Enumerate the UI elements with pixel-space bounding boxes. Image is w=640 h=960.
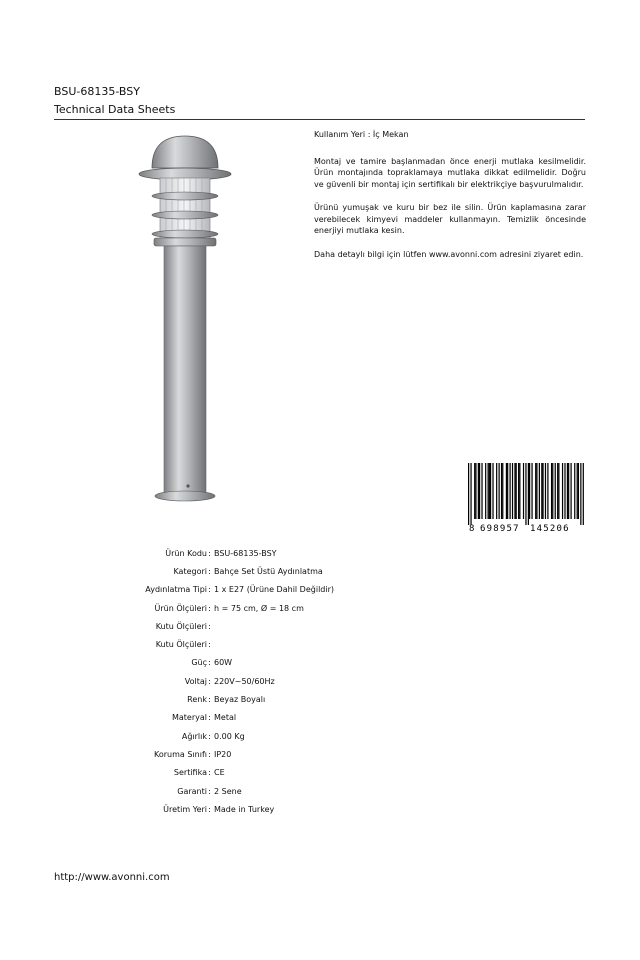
spec-separator: :: [208, 640, 211, 650]
spec-row: [54, 727, 454, 745]
spec-row: [54, 745, 454, 763]
barcode-bar: [474, 463, 475, 519]
barcode-bar: [541, 463, 542, 519]
spec-label: Sertifika: [173, 768, 207, 778]
barcode-bar: [558, 463, 559, 519]
spec-separator: :: [208, 731, 211, 741]
spec-row: [54, 635, 454, 653]
barcode-bar: [518, 463, 519, 519]
spec-label: Güç: [191, 658, 207, 668]
header-divider: [54, 119, 585, 120]
spec-row: [54, 764, 454, 782]
spec-value: h = 75 cm, Ø = 18 cm: [214, 603, 304, 613]
barcode-bar: [489, 463, 490, 519]
barcode-bar: [577, 463, 578, 519]
spec-row: [54, 709, 454, 727]
barcode-bar: [490, 463, 491, 519]
spec-separator: :: [208, 603, 211, 613]
spec-separator: :: [208, 749, 211, 759]
spec-label: Üretim Yeri: [163, 804, 207, 814]
spec-separator: :: [208, 713, 211, 723]
spec-value: 1 x E27 (Ürüne Dahil Değildir): [214, 585, 334, 595]
barcode-digits-right: 145206: [530, 524, 570, 533]
bollard-lamp-image: [130, 130, 240, 510]
barcode-bar: [539, 463, 540, 519]
spec-value: Metal: [214, 713, 237, 723]
spec-row: [54, 581, 454, 599]
spec-row: [54, 562, 454, 580]
barcode-bar: [574, 463, 575, 519]
barcode-bar: [488, 463, 489, 519]
spec-value: BSU-68135-BSY: [214, 548, 277, 558]
spec-separator: :: [208, 548, 211, 558]
spec-separator: :: [208, 695, 211, 705]
spec-value: Made in Turkey: [214, 804, 275, 814]
spec-row: [54, 672, 454, 690]
spec-label: Renk: [187, 695, 207, 705]
spec-label: Koruma Sınıfı: [154, 749, 207, 759]
barcode-bar: [551, 463, 552, 519]
spec-separator: :: [208, 566, 211, 576]
spec-row: [54, 800, 454, 818]
spec-row: [54, 599, 454, 617]
barcode-bar: [545, 463, 546, 519]
barcode-bar: [536, 463, 537, 519]
spec-label: Materyal: [171, 713, 207, 723]
more-info-text: Daha detaylı bilgi için lütfen www.avonni.com adresini ziyaret edin.: [314, 249, 584, 259]
barcode-bar: [562, 463, 563, 519]
barcode-bar: [502, 463, 503, 519]
barcode-bar: [516, 463, 517, 519]
barcode-bar: [485, 463, 486, 519]
spec-separator: :: [208, 768, 211, 778]
barcode-bar: [507, 463, 508, 519]
spec-label: Ürün Kodu: [165, 548, 207, 558]
spec-separator: :: [208, 621, 211, 631]
barcode-bar: [479, 463, 480, 519]
spec-label: Kutu Ölçüleri: [155, 621, 207, 631]
barcode-bar: [547, 463, 548, 519]
barcode-bar: [531, 463, 532, 519]
spec-label: Garanti: [177, 786, 207, 796]
barcode-bar: [475, 463, 476, 519]
spec-table: [54, 544, 454, 818]
barcode-digits-left: 698957: [480, 524, 520, 533]
barcode-digit-first: 8: [469, 524, 475, 533]
spec-value: 2 Sene: [214, 786, 242, 796]
barcode-bar: [492, 463, 493, 519]
barcode-bar: [496, 463, 497, 519]
barcode-bar: [557, 463, 558, 519]
spec-label: Aydınlatma Tipi: [145, 585, 207, 595]
spec-label: Kategori: [173, 566, 207, 576]
spec-row: [54, 654, 454, 672]
barcode-bar: [468, 463, 469, 525]
document-subtitle: Technical Data Sheets: [54, 103, 176, 116]
barcode-bar: [568, 463, 569, 519]
spec-label: Ürün Ölçüleri: [154, 603, 207, 613]
barcode-bar: [501, 463, 502, 519]
barcode-bar: [525, 463, 526, 525]
barcode-bar: [535, 463, 536, 519]
barcode-bar: [481, 463, 482, 519]
website-url[interactable]: http://www.avonni.com: [54, 872, 170, 883]
barcode-bar: [583, 463, 584, 525]
barcode-bar: [523, 463, 524, 519]
spec-value: 220V~50/60Hz: [214, 676, 275, 686]
spec-value: 0.00 Kg: [214, 731, 245, 741]
barcode-bar: [552, 463, 553, 519]
spec-separator: :: [208, 585, 211, 595]
spec-value: CE: [214, 768, 225, 778]
spec-row: [54, 690, 454, 708]
ean-barcode: [466, 461, 584, 533]
usage-location-text: Kullanım Yeri : İç Mekan: [314, 130, 409, 139]
barcode-bar: [567, 463, 568, 519]
barcode-bar: [528, 463, 529, 525]
barcode-bar: [578, 463, 579, 519]
barcode-bar: [509, 463, 510, 519]
spec-row: [54, 782, 454, 800]
spec-value: 60W: [214, 658, 233, 668]
spec-row: [54, 617, 454, 635]
barcode-bar: [506, 463, 507, 519]
spec-value: IP20: [214, 749, 232, 759]
spec-label: Ağırlık: [181, 731, 207, 741]
product-description: [314, 129, 586, 272]
spec-value: Beyaz Boyalı: [214, 695, 266, 705]
spec-separator: :: [208, 804, 211, 814]
spec-value: Bahçe Set Üstü Aydınlatma: [214, 566, 323, 576]
barcode-bar: [519, 463, 520, 519]
barcode-bar: [542, 463, 543, 519]
barcode-bar: [499, 463, 500, 519]
barcode-bar: [564, 463, 565, 519]
barcode-bar: [555, 463, 556, 519]
barcode-bar: [470, 463, 471, 525]
barcode-bar: [512, 463, 513, 519]
spec-separator: :: [208, 676, 211, 686]
product-code-heading: BSU-68135-BSY: [54, 85, 140, 98]
barcode-bar: [580, 463, 581, 525]
barcode-bar: [514, 463, 515, 519]
spec-label: Kutu Ölçüleri: [155, 640, 207, 650]
spec-label: Voltaj: [184, 676, 207, 686]
barcode-bar: [570, 463, 571, 519]
spec-separator: :: [208, 658, 211, 668]
spec-separator: :: [208, 786, 211, 796]
cleaning-instructions-text: Ürünü yumuşak ve kuru bir bez ile silin. Ürün kaplamasına zarar verebilecek kimyevi maddeler kullanmayın. Temizlik öncesinde enerjiyi mutlaka kesin.: [314, 203, 586, 235]
barcode-bar: [478, 463, 479, 519]
installation-warning-text: Montaj ve tamire başlanmadan önce enerji mutlaka kesilmelidir. Ürün montajında topraklamaya mutlaka dikkat edilmelidir. Doğru ve güvenli bir montaj için sertifikalı bir elektrikçiye başvurulmalıdır.: [314, 156, 586, 189]
spec-row: [54, 544, 454, 562]
barcode-bar: [529, 463, 530, 519]
